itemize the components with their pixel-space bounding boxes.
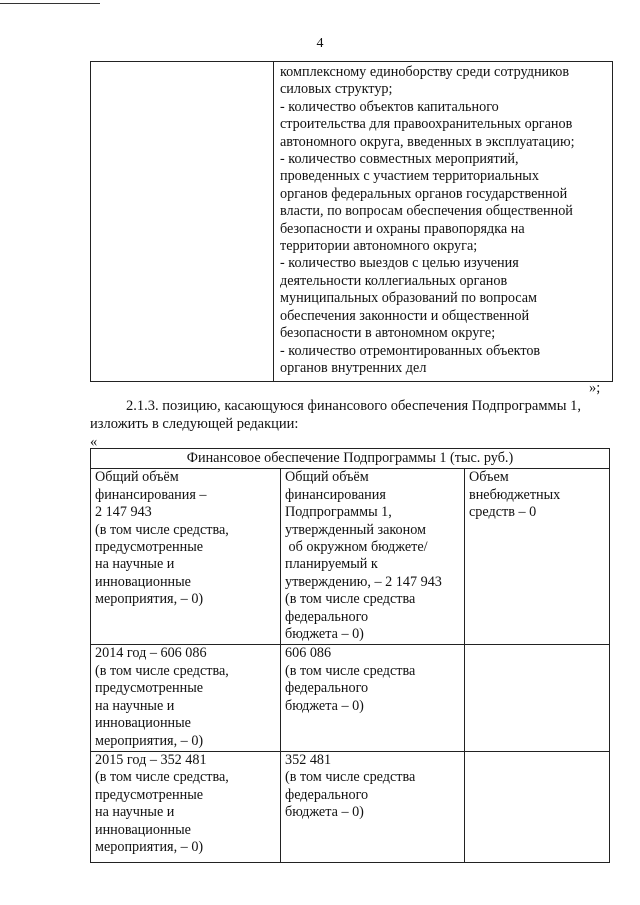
indicator-line: строительства для правоохранительных органов <box>280 116 573 133</box>
table-header-row <box>91 449 610 469</box>
financing-table-title: Финансовое обеспечение Подпрограммы 1 (тыс. руб.) <box>91 449 610 469</box>
cell-line: бюджета – 0) <box>285 804 364 821</box>
cell-line: федерального <box>285 786 369 803</box>
cell-line: Общий объём <box>95 469 179 486</box>
cell-line: предусмотренные <box>95 539 204 556</box>
indicator-line: проведенных с участием территориальных <box>280 168 539 185</box>
cell-line: на научные и <box>95 697 175 714</box>
cell-line: на научные и <box>95 556 175 573</box>
cell-line: предусмотренные <box>95 786 204 803</box>
cell-line: 2015 год – 352 481 <box>95 751 207 768</box>
cell-line: утверждению, – 2 147 943 <box>285 573 442 590</box>
cell-line: 606 086 <box>285 645 332 662</box>
subprogram-2015-cell <box>281 751 465 862</box>
cell-line: мероприятия, – 0) <box>95 591 204 608</box>
cell-line: (в том числе средства, <box>95 662 229 679</box>
paragraph-line: 2.1.3. позицию, касающуюся финансового обеспечения Подпрограммы 1, <box>126 398 581 414</box>
indicators-cell <box>274 62 613 382</box>
indicator-line: - количество выездов с целью изучения <box>280 255 519 272</box>
cell-line: 2 147 943 <box>95 504 152 521</box>
indicator-line: муниципальных образований по вопросам <box>280 290 538 307</box>
indicator-line: территории автономного округа; <box>280 238 478 255</box>
cell-line: планируемый к <box>285 556 378 573</box>
cell-line: на научные и <box>95 804 175 821</box>
table-row <box>91 645 610 751</box>
indicator-line: безопасности в автономном округе; <box>280 325 496 342</box>
indicator-line: - количество объектов капитального <box>280 98 499 115</box>
extrabudgetary-cell <box>465 469 610 645</box>
table-row <box>91 751 610 862</box>
empty-left-cell <box>91 62 274 382</box>
continued-indicators-table <box>90 61 613 382</box>
indicator-line: автономного округа, введенных в эксплуатацию; <box>280 133 575 150</box>
opening-quote: « <box>90 434 98 450</box>
cell-line: об окружном бюджете/ <box>285 539 428 556</box>
cell-line: инновационные <box>95 715 191 732</box>
cell-line: бюджета – 0) <box>285 626 364 643</box>
empty-cell <box>465 645 610 751</box>
cell-line: Подпрограммы 1, <box>285 504 392 521</box>
cell-line: Общий объём <box>285 469 369 486</box>
subprogram-funding-cell <box>281 469 465 645</box>
indicator-line: органов внутренних дел <box>280 359 427 376</box>
cell-line: 352 481 <box>285 751 332 768</box>
cell-line: бюджета – 0) <box>285 697 364 714</box>
cell-line: утвержденный законом <box>285 521 427 538</box>
cell-line: финансирования <box>285 486 386 503</box>
cell-line: финансирования – <box>95 486 207 503</box>
indicator-line: власти, по вопросам обеспечения общественной <box>280 203 573 220</box>
cell-line: федерального <box>285 680 369 697</box>
indicator-line: органов федеральных органов государственной <box>280 185 568 202</box>
table-row <box>91 469 610 645</box>
subprogram-2014-cell <box>281 645 465 751</box>
cell-line: внебюджетных <box>469 486 561 503</box>
empty-cell <box>465 751 610 862</box>
financing-table <box>90 448 610 863</box>
indicator-line: комплексному единоборству среди сотрудников <box>280 64 570 80</box>
cell-line: (в том числе средства <box>285 662 416 679</box>
year-2014-cell <box>91 645 281 751</box>
indicator-line: обеспечения законности и общественной <box>280 307 530 324</box>
indicator-line: деятельности коллегиальных органов <box>280 272 508 289</box>
cell-line: Объем <box>469 469 509 486</box>
cell-line: мероприятия, – 0) <box>95 732 204 749</box>
closing-quote: »; <box>589 380 601 396</box>
paragraph-line: изложить в следующей редакции: <box>90 416 299 432</box>
cell-line: (в том числе средства <box>285 591 416 608</box>
table-row <box>91 62 613 382</box>
cell-line: 2014 год – 606 086 <box>95 645 207 662</box>
cell-line: (в том числе средства, <box>95 521 229 538</box>
year-2015-cell <box>91 751 281 862</box>
cell-line: инновационные <box>95 573 191 590</box>
cell-line: средств – 0 <box>469 504 537 521</box>
amendment-paragraph <box>90 397 620 433</box>
total-funding-cell <box>91 469 281 645</box>
cell-line: (в том числе средства, <box>95 769 229 786</box>
cell-line: инновационные <box>95 821 191 838</box>
indicator-line: безопасности и охраны правопорядка на <box>280 220 525 237</box>
page-number: 4 <box>316 36 324 51</box>
cell-line: предусмотренные <box>95 680 204 697</box>
cell-line: федерального <box>285 608 369 625</box>
corner-rule <box>0 3 100 4</box>
cell-line: (в том числе средства <box>285 769 416 786</box>
indicator-line: силовых структур; <box>280 81 393 98</box>
indicator-line: - количество совместных мероприятий, <box>280 151 519 168</box>
cell-line: мероприятия, – 0) <box>95 838 204 855</box>
indicator-line: - количество отремонтированных объектов <box>280 342 541 359</box>
